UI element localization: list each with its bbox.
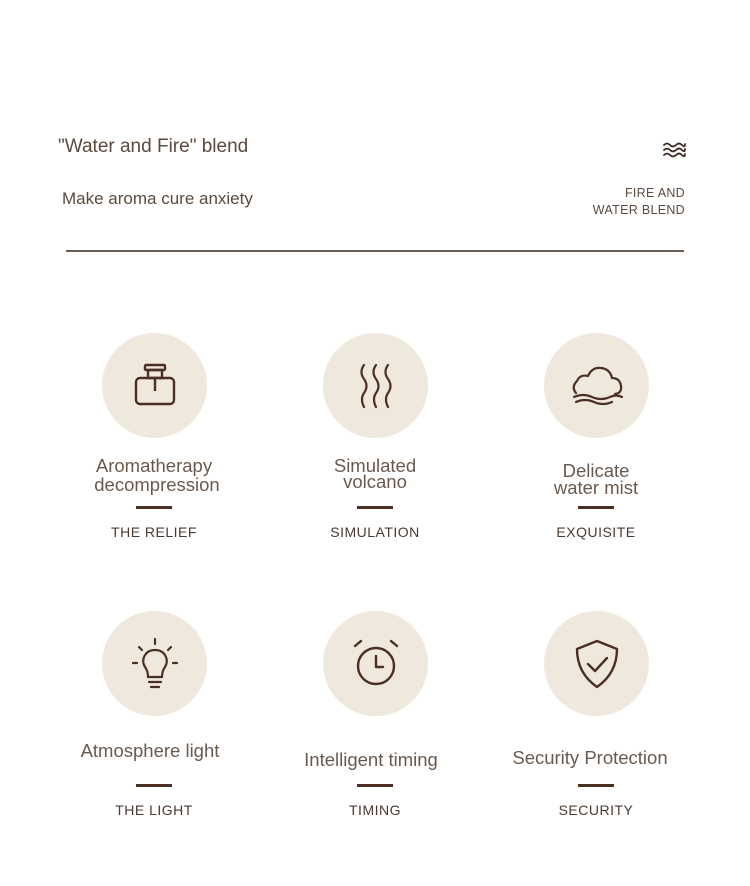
feature-subtitle: SIMULATION — [330, 524, 420, 540]
feature-subtitle: TIMING — [349, 802, 401, 818]
feature-subtitle: THE RELIEF — [111, 524, 197, 540]
perfume-bottle-icon — [128, 359, 182, 413]
feature-title: Security Protection — [512, 747, 668, 768]
feature-underline — [357, 506, 393, 509]
feature-icon-circle — [102, 611, 207, 716]
feature-title-line1: Aromatherapy — [95, 455, 213, 476]
blend-tag-line1: FIRE AND — [624, 186, 685, 200]
feature-volcano — [264, 333, 486, 553]
feature-icon-circle — [544, 611, 649, 716]
feature-subtitle: SECURITY — [558, 802, 634, 818]
feature-title-line2: decompression — [94, 474, 220, 495]
feature-underline — [357, 784, 393, 787]
feature-title-line2: volcano — [343, 471, 407, 492]
feature-timing — [264, 611, 486, 831]
waves-icon — [662, 140, 686, 160]
feature-title: Atmosphere light — [80, 740, 220, 761]
feature-security — [485, 611, 707, 831]
feature-water-mist — [485, 333, 707, 553]
feature-title-line1: Delicate — [562, 460, 630, 481]
feature-aromatherapy — [43, 333, 265, 553]
feature-underline — [578, 506, 614, 509]
feature-underline — [136, 506, 172, 509]
feature-title — [264, 455, 486, 492]
blend-tag-line2: WATER BLEND — [592, 203, 685, 217]
feature-title — [43, 456, 265, 494]
lightbulb-icon — [128, 635, 182, 693]
feature-icon-circle — [544, 333, 649, 438]
feature-subtitle: EXQUISITE — [556, 524, 636, 540]
shield-check-icon — [570, 637, 624, 691]
feature-icon-circle — [323, 611, 428, 716]
feature-icon-circle — [102, 333, 207, 438]
section-subtitle: Make aroma cure anxiety — [62, 189, 253, 208]
feature-icon-circle — [323, 333, 428, 438]
feature-light — [43, 611, 265, 831]
alarm-clock-icon — [349, 637, 403, 691]
feature-title-line1: Simulated — [333, 455, 417, 476]
section-title: "Water and Fire" blend — [58, 136, 249, 157]
feature-underline — [136, 784, 172, 787]
divider — [66, 250, 684, 252]
feature-subtitle: THE LIGHT — [115, 802, 193, 818]
steam-icon — [349, 359, 403, 413]
blend-tag — [593, 185, 685, 219]
cloud-icon — [568, 359, 626, 413]
feature-underline — [578, 784, 614, 787]
feature-title-line2: water mist — [553, 477, 639, 498]
feature-title — [485, 462, 707, 496]
feature-title: Intelligent timing — [304, 749, 438, 770]
